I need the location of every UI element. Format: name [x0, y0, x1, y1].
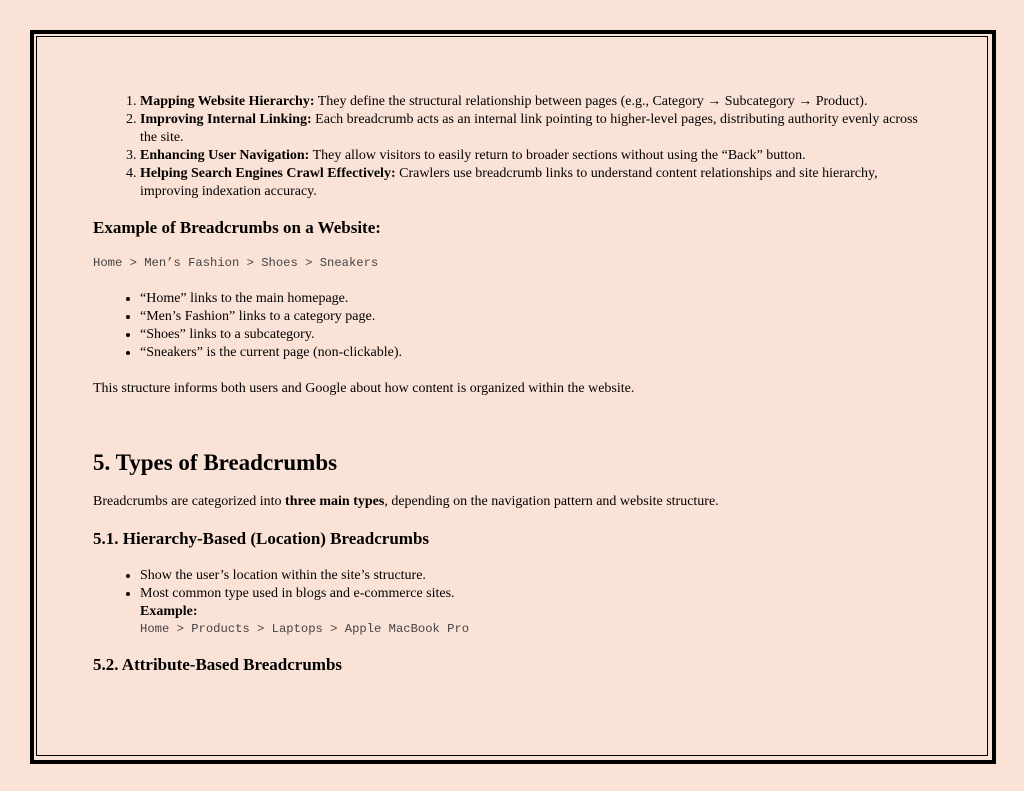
- subsection-heading-attribute: 5.2. Attribute-Based Breadcrumbs: [93, 655, 343, 674]
- list-item: 4. Helping Search Engines Crawl Effectively: Crawlers use breadcrumb links to understand content relationships and site hierarchy, improving indexation accuracy.: [140, 165, 923, 201]
- example-summary: This structure informs both users and Google about how content is organized within the website.: [93, 381, 635, 396]
- hierarchy-bullet-list: [93, 567, 923, 637]
- example-heading: Example of Breadcrumbs on a Website:: [93, 218, 381, 237]
- list-item: • Most common type used in blogs and e-commerce sites. Example: Home > Products > Laptops > Apple MacBook Pro: [140, 585, 923, 637]
- list-item: • “Home” links to the main homepage.: [140, 290, 923, 308]
- breadcrumb-example-code: Home > Products > Laptops > Apple MacBook Pro: [140, 622, 470, 636]
- list-item: • Show the user’s location within the site’s structure.: [140, 567, 923, 585]
- list-item: • “Men’s Fashion” links to a category page.: [140, 308, 923, 326]
- section-heading: 5. Types of Breadcrumbs: [93, 450, 338, 475]
- breadcrumb-example-trail: Home > Men’s Fashion > Shoes > Sneakers: [93, 256, 379, 270]
- document-content: [93, 93, 923, 675]
- example-label: Example:: [140, 604, 198, 619]
- example-bullet-list: [93, 290, 923, 362]
- list-item: • “Shoes” links to a subcategory.: [140, 326, 923, 344]
- section-intro: Breadcrumbs are categorized into three main types, depending on the navigation pattern and website structure.: [93, 494, 719, 509]
- list-item: 3. Enhancing User Navigation: They allow visitors to easily return to broader sections without using the “Back” button.: [140, 147, 923, 165]
- reasons-list: [93, 93, 923, 201]
- list-item: 1. Mapping Website Hierarchy: They define the structural relationship between pages (e.g., Category → Subcategory → Product).: [140, 93, 923, 111]
- list-item: • “Sneakers” is the current page (non-clickable).: [140, 344, 923, 362]
- list-item: 2. Improving Internal Linking: Each breadcrumb acts as an internal link pointing to higher-level pages, distributing authority evenly across the site.: [140, 111, 923, 147]
- subsection-heading-hierarchy: 5.1. Hierarchy-Based (Location) Breadcrumbs: [93, 529, 430, 548]
